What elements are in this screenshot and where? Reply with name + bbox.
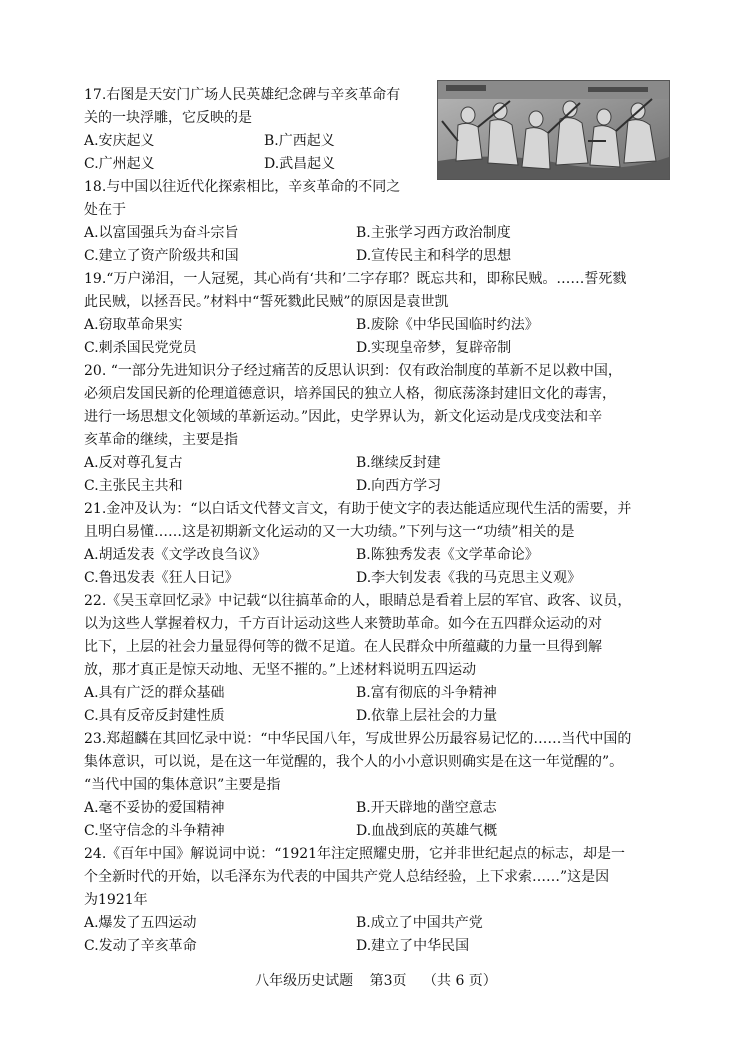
option-22-b: B.富有彻底的斗争精神: [356, 685, 497, 701]
question-23-options-row-1: [84, 797, 631, 820]
question-23-options-row-2: [84, 820, 631, 843]
question-24-line-2: 个全新时代的开始，以毛泽东为代表的中国共产党人总结经验，上下求索……”这是因: [84, 869, 610, 885]
option-17-b: B.广西起义: [264, 133, 335, 149]
question-18-options-row-2: [84, 245, 512, 268]
option-22-c: C.具有反帝反封建性质: [84, 708, 225, 724]
option-20-b: B.继续反封建: [356, 455, 441, 471]
question-19-options-row-2: [84, 337, 626, 360]
question-23-line-3: “当代中国的集体意识”主要是指: [84, 777, 281, 793]
question-22: [84, 590, 631, 728]
question-24-options-row-2: [84, 935, 625, 958]
question-20: [84, 360, 622, 498]
option-20-c: C.主张民主共和: [84, 478, 183, 494]
question-19: [84, 268, 626, 360]
question-17-options-row-2: [84, 153, 400, 176]
option-22-a: A.具有广泛的群众基础: [84, 685, 225, 701]
question-23: [84, 728, 631, 843]
question-19-options-row-1: [84, 314, 626, 337]
option-19-d: D.实现皇帝梦，复辟帝制: [356, 340, 512, 356]
option-24-a: A.爆发了五四运动: [84, 915, 197, 931]
question-17-options-row-1: [84, 130, 400, 153]
question-21-line-1: 21.金冲及认为：“以白话文代替文言文，有助于使文字的表达能适应现代生活的需要，并: [84, 501, 632, 517]
page-footer: [0, 970, 752, 993]
question-19-line-1: 19.“万户涕泪，一人冠冕，其心尚有‘共和’二字存耶？既忘共和，即称民贼。……誓死戮: [84, 271, 627, 287]
option-19-c: C.刺杀国民党党员: [84, 340, 197, 356]
option-18-d: D.宣传民主和科学的思想: [356, 248, 512, 264]
relief-figures-drawing: [438, 81, 669, 179]
question-22-line-2: 以为这些人掌握着权力，千方百计运动这些人来赞助革命。如今在五四群众运动的对: [84, 616, 602, 632]
option-22-d: D.依靠上层社会的力量: [356, 708, 498, 724]
option-18-a: A.以富国强兵为奋斗宗旨: [84, 225, 239, 241]
option-24-b: B.成立了中国共产党: [356, 915, 483, 931]
question-20-line-1: 20. “一部分先进知识分子经过痛苦的反思认识到：仅有政治制度的革新不足以救中国，: [84, 363, 622, 379]
option-17-d: D.武昌起义: [264, 156, 336, 172]
option-17-c: C.广州起义: [84, 156, 155, 172]
monument-relief-image: [437, 80, 670, 180]
option-18-b: B.主张学习西方政治制度: [356, 225, 511, 241]
question-23-line-2: 集体意识，可以说，是在这一年觉醒的，我个人的小小意识则确实是在这一年觉醒的”。: [84, 754, 624, 770]
question-20-options-row-2: [84, 475, 622, 498]
question-17: [84, 84, 400, 176]
option-20-d: D.向西方学习: [356, 478, 442, 494]
option-18-c: C.建立了资产阶级共和国: [84, 248, 239, 264]
question-20-line-4: 亥革命的继续，主要是指: [84, 432, 238, 448]
question-22-options-row-2: [84, 705, 631, 728]
option-24-d: D.建立了中华民国: [356, 938, 470, 954]
question-17-line-1: 17.右图是天安门广场人民英雄纪念碑与辛亥革命有: [84, 87, 401, 103]
question-22-line-4: 放，那才真正是惊天动地、无坚不摧的。”上述材料说明五四运动: [84, 662, 477, 678]
question-19-line-2: 此民贼，以拯吾民。”材料中“誓死戮此民贼”的原因是袁世凯: [84, 294, 449, 310]
option-19-b: B.废除《中华民国临时约法》: [356, 317, 539, 333]
question-18: [84, 176, 512, 268]
option-19-a: A.窃取革命果实: [84, 317, 183, 333]
question-20-options-row-1: [84, 452, 622, 475]
option-23-a: A.毫不妥协的爱国精神: [84, 800, 225, 816]
option-21-a: A.胡适发表《文学改良刍议》: [84, 547, 267, 563]
option-23-c: C.坚守信念的斗争精神: [84, 823, 225, 839]
question-23-line-1: 23.郑超麟在其回忆录中说：“中华民国八年，写成世界公历最容易记忆的……当代中国的: [84, 731, 632, 747]
option-20-a: A.反对尊孔复古: [84, 455, 183, 471]
option-21-b: B.陈独秀发表《文学革命论》: [356, 547, 539, 563]
question-21: [84, 498, 631, 590]
question-22-line-3: 比下，上层的社会力量显得何等的微不足道。在人民群众中所蕴藏的力量一旦得到解: [84, 639, 602, 655]
question-17-line-2: 关的一块浮雕，它反映的是: [84, 110, 252, 126]
question-20-line-3: 进行一场思想文化领域的革新运动。”因此，史学界认为，新文化运动是戊戌变法和辛: [84, 409, 603, 425]
question-18-line-1: 18.与中国以往近代化探索相比，辛亥革命的不同之: [84, 179, 401, 195]
footer-total-pages: （共 6 页）: [423, 973, 497, 989]
question-18-options-row-1: [84, 222, 511, 245]
question-22-options-row-1: [84, 682, 631, 705]
question-22-line-1: 22.《吴玉章回忆录》中记载“以往搞革命的人，眼睛总是看着上层的军官、政客、议员，: [84, 593, 632, 609]
question-24-line-1: 24.《百年中国》解说词中说：“1921年注定照耀史册，它并非世纪起点的标志，却是一: [84, 846, 626, 862]
question-20-line-2: 必须启发国民新的伦理道德意识，培养国民的独立人格，彻底荡涤封建旧文化的毒害，: [84, 386, 616, 402]
option-21-c: C.鲁迅发表《狂人日记》: [84, 570, 239, 586]
question-24: [84, 843, 625, 958]
footer-subject: 八年级历史试题: [255, 973, 354, 989]
option-24-c: C.发动了辛亥革命: [84, 938, 197, 954]
footer-page-number: 第3页: [369, 973, 407, 989]
question-21-line-2: 且明白易懂……这是初期新文化运动的又一大功绩。”下列与这一“功绩”相关的是: [84, 524, 575, 540]
question-18-line-2: 处在于: [84, 202, 126, 218]
option-23-b: B.开天辟地的凿空意志: [356, 800, 497, 816]
question-21-options-row-1: [84, 544, 631, 567]
option-21-d: D.李大钊发表《我的马克思主义观》: [356, 570, 582, 586]
option-17-a: A.安庆起义: [84, 133, 155, 149]
question-24-line-3: 为1921年: [84, 892, 148, 908]
question-21-options-row-2: [84, 567, 631, 590]
option-23-d: D.血战到底的英雄气概: [356, 823, 498, 839]
question-24-options-row-1: [84, 912, 625, 935]
